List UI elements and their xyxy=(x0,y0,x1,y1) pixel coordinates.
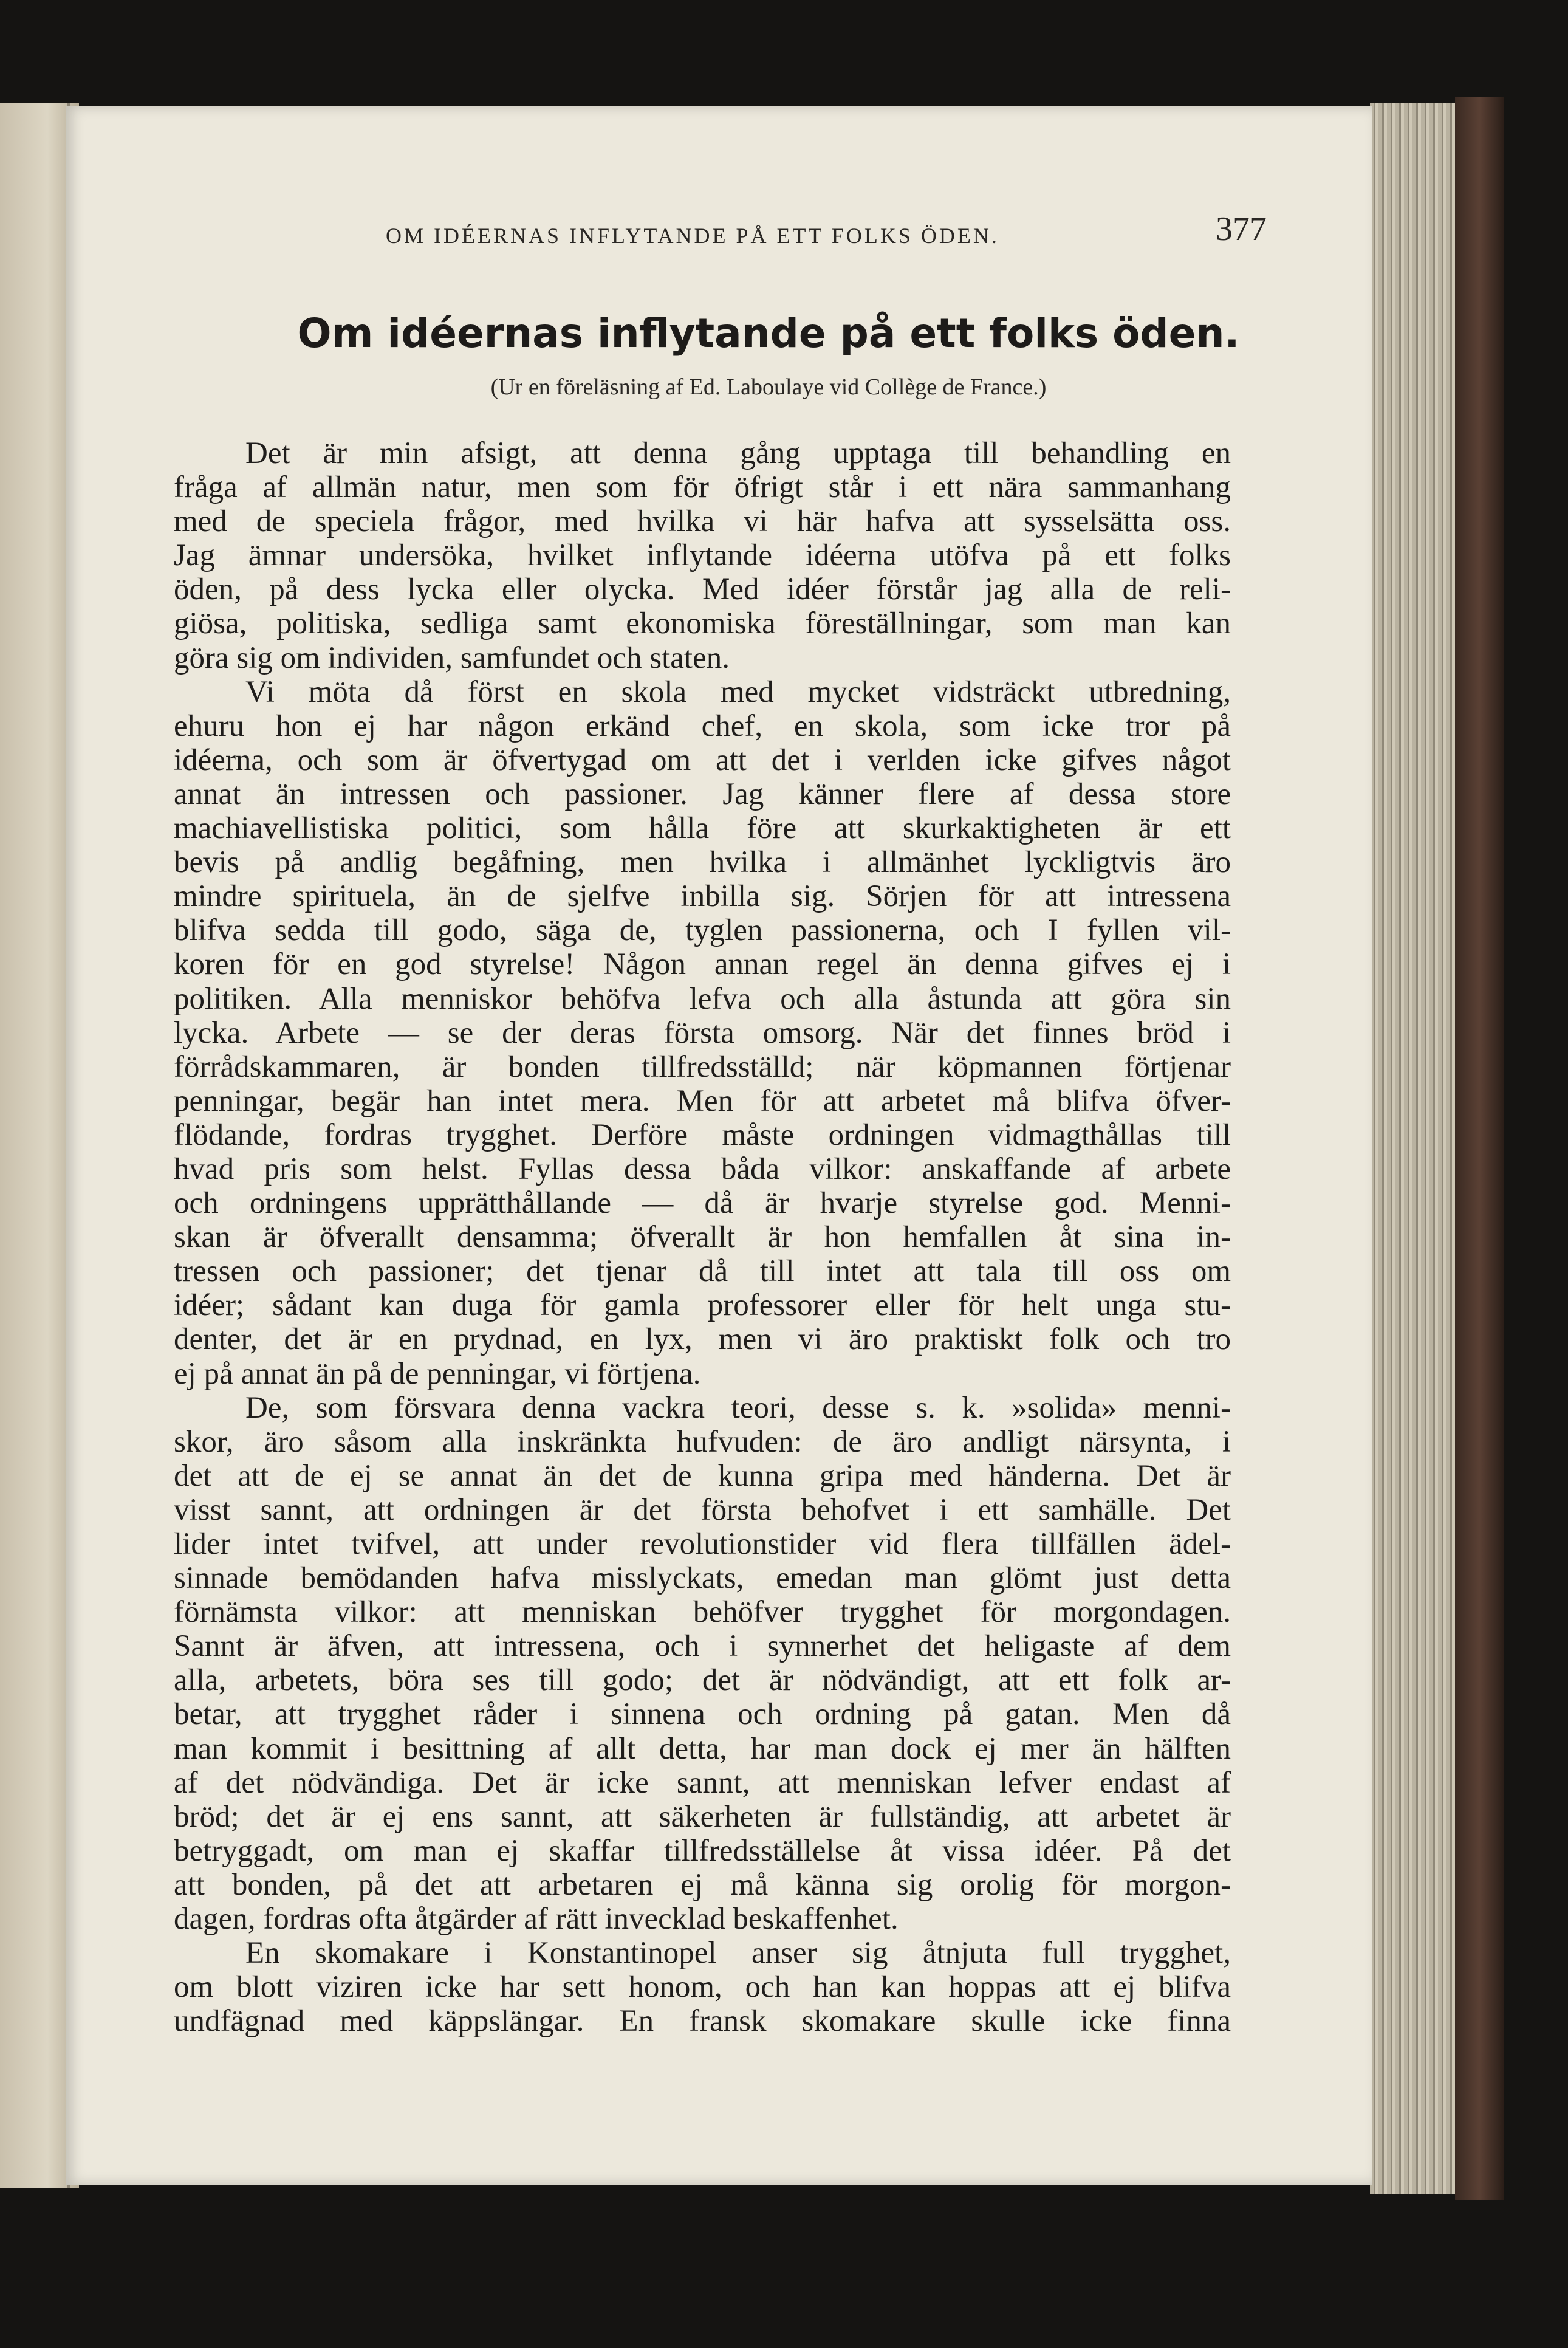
text-line: lider intet tvifvel, att under revolutionstider vid flera tillfällen ädel- xyxy=(174,1527,1231,1561)
text-line: dagen, fordras ofta åtgärder af rätt invecklad beskaffenhet. xyxy=(174,1902,899,1937)
text-line: De, som försvara denna vackra teori, desse s. k. »solida» menni- xyxy=(245,1390,1231,1425)
text-line: göra sig om individen, samfundet och staten. xyxy=(174,640,730,675)
text-line: Vi möta då först en skola med mycket vidsträckt utbredning, xyxy=(245,675,1231,709)
text-line: machiavellistiska politici, som hålla före att skurkaktigheten är ett xyxy=(174,811,1231,846)
text-line: fråga af allmän natur, men som för öfrigt står i ett nära sammanhang xyxy=(174,470,1231,505)
text-line: förnämsta vilkor: att menniskan behöfver trygghet för morgondagen. xyxy=(174,1595,1231,1630)
text-line: betryggadt, om man ej skaffar tillfredsställelse åt vissa idéer. På det xyxy=(174,1833,1231,1868)
text-line: alla, arbetets, böra ses till godo; det är nödvändigt, att ett folk ar- xyxy=(174,1663,1231,1698)
text-line: mindre spirituela, än de sjelfve inbilla sig. Sörjen för att intressena xyxy=(174,879,1231,914)
text-line: det att de ej se annat än det de kunna gripa med händerna. Det är xyxy=(174,1458,1231,1493)
running-head-text: OM IDÉERNAS INFLYTANDE PÅ ETT FOLKS ÖDEN. xyxy=(386,224,999,248)
text-line: Jag ämnar undersöka, hvilket inflytande idéerna utöfva på ett folks xyxy=(174,538,1231,573)
text-line: med de speciela frågor, med hvilka vi här hafva att sysselsätta oss. xyxy=(174,504,1231,539)
text-line: att bonden, på det att arbetaren ej må känna sig orolig för morgon- xyxy=(174,1867,1231,1902)
text-line: bevis på andlig begåfning, men hvilka i allmänhet lyckligtvis äro xyxy=(174,845,1231,880)
text-line: sinnade bemödanden hafva misslyckats, emedan man glömt just detta xyxy=(174,1561,1231,1596)
text-line: betar, att trygghet råder i sinnena och ordning på gatan. Men då xyxy=(174,1697,1231,1732)
text-line: undfägnad med käppslängar. En fransk skomakare skulle icke finna xyxy=(174,2004,1231,2039)
body-text xyxy=(174,436,1231,2038)
text-line: penningar, begär han intet mera. Men för att arbetet må blifva öfver- xyxy=(174,1083,1231,1118)
text-line: om blott viziren icke har sett honom, och han kan hoppas att ej blifva xyxy=(174,1970,1231,2005)
text-line: En skomakare i Konstantinopel anser sig åtnjuta full trygghet, xyxy=(245,1936,1231,1971)
text-line: flödande, fordras trygghet. Derföre måste ordningen vidmagthållas till xyxy=(174,1117,1231,1152)
page-number: 377 xyxy=(1216,210,1267,248)
text-line: politiken. Alla menniskor behöfva lefva och alla åstunda att göra sin xyxy=(174,981,1231,1016)
text-line: visst sannt, att ordningen är det första behofvet i ett samhälle. Det xyxy=(174,1492,1231,1527)
text-line: hvad pris som helst. Fyllas dessa båda vilkor: anskaffande af arbete xyxy=(174,1152,1231,1186)
text-line: ehuru hon ej har någon erkänd chef, en skola, som icke tror på xyxy=(174,709,1231,743)
text-line: ej på annat än på de penningar, vi förtjena. xyxy=(174,1356,701,1391)
running-head xyxy=(319,210,1267,264)
text-line: och ordningens upprätthållande — då är hvarje styrelse god. Menni- xyxy=(174,1186,1231,1221)
text-line: giösa, politiska, sedliga samt ekonomiska föreställningar, som man kan xyxy=(174,606,1231,641)
article-title: Om idéernas inflytande på ett folks öden. xyxy=(297,310,1240,357)
text-line: blifva sedda till godo, säga de, tyglen passionerna, och I fyllen vil- xyxy=(174,913,1231,948)
text-line: tressen och passioner; det tjenar då till intet att tala till oss om xyxy=(174,1254,1231,1289)
text-line: koren för en god styrelse! Någon annan regel än denna gifves ej i xyxy=(174,947,1231,982)
text-line: Sannt är äfven, att intressena, och i synnerhet det heligaste af dem xyxy=(174,1629,1231,1664)
text-line: man kommit i besittning af allt detta, har man dock ej mer än hälften xyxy=(174,1731,1231,1766)
book-cover-edge xyxy=(1455,97,1504,2200)
text-line: denter, det är en prydnad, en lyx, men vi äro praktiskt folk och tro xyxy=(174,1322,1231,1357)
text-line: af det nödvändiga. Det är icke sannt, att menniskan lefver endast af xyxy=(174,1765,1231,1800)
text-line: bröd; det är ej ens sannt, att säkerheten är fullständig, att arbetet är xyxy=(174,1799,1231,1834)
text-line: skan är öfverallt densamma; öfverallt är hon hemfallen åt sina in- xyxy=(174,1220,1231,1255)
text-line: öden, på dess lycka eller olycka. Med idéer förstår jag alla de reli- xyxy=(174,572,1231,607)
text-line: idéerna, och som är öfvertygad om att det i verlden icke gifves något xyxy=(174,743,1231,777)
article-subtitle: (Ur en föreläsning af Ed. Laboulaye vid Collège de France.) xyxy=(490,374,1047,400)
text-line: idéer; sådant kan duga för gamla professorer eller för helt unga stu- xyxy=(174,1288,1231,1323)
text-line: annat än intressen och passioner. Jag känner flere af dessa store xyxy=(174,777,1231,811)
text-line: skor, äro såsom alla inskränkta hufvuden: de äro andligt närsynta, i xyxy=(174,1424,1231,1459)
text-line: förrådskammaren, är bonden tillfredsställd; när köpmannen förtjenar xyxy=(174,1049,1231,1084)
text-line: lycka. Arbete — se der deras första omsorg. När det finnes bröd i xyxy=(174,1015,1231,1050)
text-line: Det är min afsigt, att denna gång upptaga till behandling en xyxy=(245,436,1231,470)
